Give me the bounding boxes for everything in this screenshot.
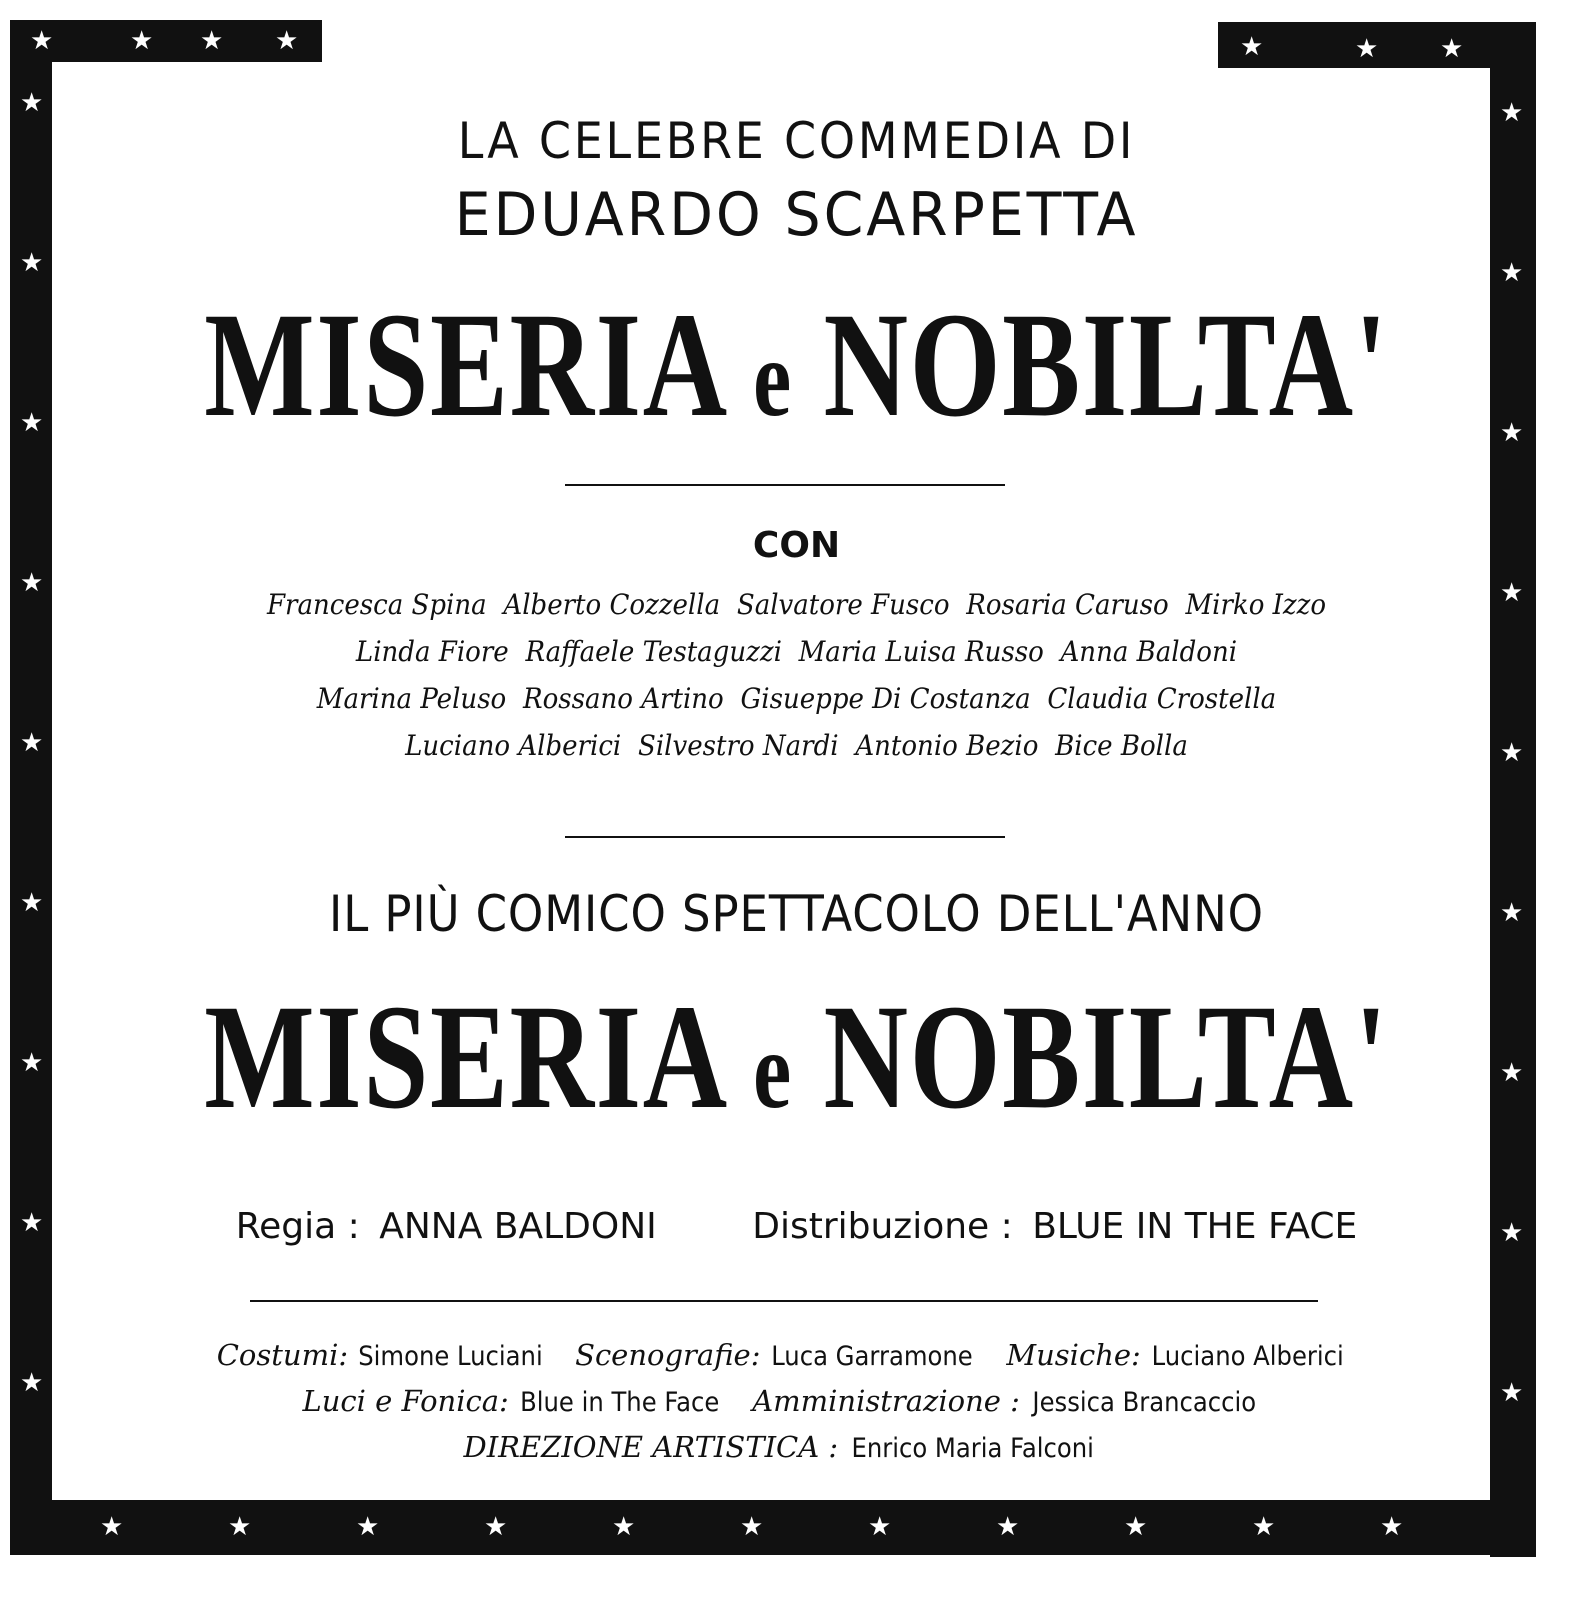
star-icon: ★ <box>868 1512 892 1542</box>
cast-member: Salvatore Fusco <box>736 588 950 621</box>
title-word-1: MISERIA <box>204 282 723 448</box>
title-word-2: NOBILTA' <box>823 974 1389 1140</box>
subtitle: IL PIÙ COMICO SPETTACOLO DELL'ANNO <box>329 885 1264 943</box>
star-icon: ★ <box>1380 1512 1404 1542</box>
cast-row <box>56 682 1537 715</box>
divider <box>565 836 1005 838</box>
credits-line <box>0 1206 1593 1247</box>
crew-role: Musiche: <box>1006 1338 1141 1372</box>
cast-row <box>56 729 1537 762</box>
star-icon: ★ <box>20 1208 44 1238</box>
cast-member: Claudia Crostella <box>1047 682 1277 715</box>
star-icon: ★ <box>20 248 44 278</box>
title-word-2: NOBILTA' <box>823 282 1389 448</box>
cast-member: Gisueppe Di Costanza <box>740 682 1031 715</box>
cast-member: Luciano Alberici <box>405 729 622 762</box>
title-top <box>175 282 1418 453</box>
crew-role: Costumi: <box>216 1338 349 1372</box>
star-icon: ★ <box>1500 578 1524 608</box>
title-conj: e <box>753 1009 793 1131</box>
cast-member: Raffaele Testaguzzi <box>525 635 782 668</box>
crew-name: Luciano Alberici <box>1151 1341 1344 1372</box>
cast-member: Anna Baldoni <box>1060 635 1238 668</box>
distribuzione-name: BLUE IN THE FACE <box>1032 1206 1358 1247</box>
crew-role: Amministrazione : <box>752 1384 1020 1418</box>
cast-row <box>56 588 1537 621</box>
cast-label: CON <box>752 525 841 566</box>
star-icon: ★ <box>1500 98 1524 128</box>
cast-member: Maria Luisa Russo <box>798 635 1044 668</box>
crew-row <box>0 1338 1593 1372</box>
title-bottom <box>175 974 1418 1145</box>
header-line-1: LA CELEBRE COMMEDIA DI <box>457 112 1136 170</box>
crew-role: DIREZIONE ARTISTICA : <box>463 1430 839 1464</box>
star-icon: ★ <box>1240 32 1264 62</box>
crew-name: Jessica Brancaccio <box>1032 1387 1257 1418</box>
star-icon: ★ <box>996 1512 1020 1542</box>
star-icon: ★ <box>20 888 44 918</box>
star-icon: ★ <box>1500 1378 1524 1408</box>
frame-right <box>1490 22 1536 1557</box>
star-icon: ★ <box>1440 34 1464 64</box>
star-icon: ★ <box>20 728 44 758</box>
crew-name: Blue in The Face <box>519 1387 720 1418</box>
regia-label: Regia : <box>235 1206 372 1247</box>
star-icon: ★ <box>20 1048 44 1078</box>
title-conj: e <box>753 317 793 439</box>
cast-member: Antonio Bezio <box>855 729 1039 762</box>
star-icon: ★ <box>20 408 44 438</box>
star-icon: ★ <box>200 26 224 56</box>
divider <box>565 484 1005 486</box>
cast-member: Silvestro Nardi <box>637 729 839 762</box>
cast-member: Rossano Artino <box>522 682 724 715</box>
star-icon: ★ <box>484 1512 508 1542</box>
regia-name: ANNA BALDONI <box>379 1206 657 1247</box>
star-icon: ★ <box>1500 898 1524 928</box>
title-word-1: MISERIA <box>204 974 723 1140</box>
cast-member: Marina Peluso <box>316 682 507 715</box>
crew-name: Enrico Maria Falconi <box>851 1433 1095 1464</box>
star-icon: ★ <box>275 26 299 56</box>
cast-member: Bice Bolla <box>1055 729 1188 762</box>
cast-member: Mirko Izzo <box>1185 588 1327 621</box>
cast-row <box>56 635 1537 668</box>
star-icon: ★ <box>1355 34 1379 64</box>
crew-role: Scenografie: <box>575 1338 761 1372</box>
star-icon: ★ <box>1500 738 1524 768</box>
cast-member: Linda Fiore <box>355 635 509 668</box>
cast-member: Rosaria Caruso <box>966 588 1169 621</box>
star-icon: ★ <box>612 1512 636 1542</box>
cast-member: Alberto Cozzella <box>503 588 721 621</box>
crew-name: Simone Luciani <box>358 1341 543 1372</box>
star-icon: ★ <box>1500 418 1524 448</box>
star-icon: ★ <box>228 1512 252 1542</box>
star-icon: ★ <box>20 1368 44 1398</box>
star-icon: ★ <box>100 1512 124 1542</box>
star-icon: ★ <box>20 88 44 118</box>
distribuzione-label: Distribuzione : <box>752 1206 1025 1247</box>
star-icon: ★ <box>30 26 54 56</box>
star-icon: ★ <box>740 1512 764 1542</box>
star-icon: ★ <box>1500 258 1524 288</box>
crew-name: Luca Garramone <box>771 1341 974 1372</box>
crew-role: Luci e Fonica: <box>302 1384 509 1418</box>
star-icon: ★ <box>1500 1218 1524 1248</box>
header-line-2: EDUARDO SCARPETTA <box>454 180 1139 250</box>
crew-row <box>0 1430 1593 1464</box>
crew-row <box>0 1384 1593 1418</box>
star-icon: ★ <box>356 1512 380 1542</box>
divider <box>250 1300 1318 1302</box>
star-icon: ★ <box>1252 1512 1276 1542</box>
star-icon: ★ <box>130 26 154 56</box>
star-icon: ★ <box>1124 1512 1148 1542</box>
star-icon: ★ <box>1500 1058 1524 1088</box>
star-icon: ★ <box>20 568 44 598</box>
cast-member: Francesca Spina <box>266 588 487 621</box>
